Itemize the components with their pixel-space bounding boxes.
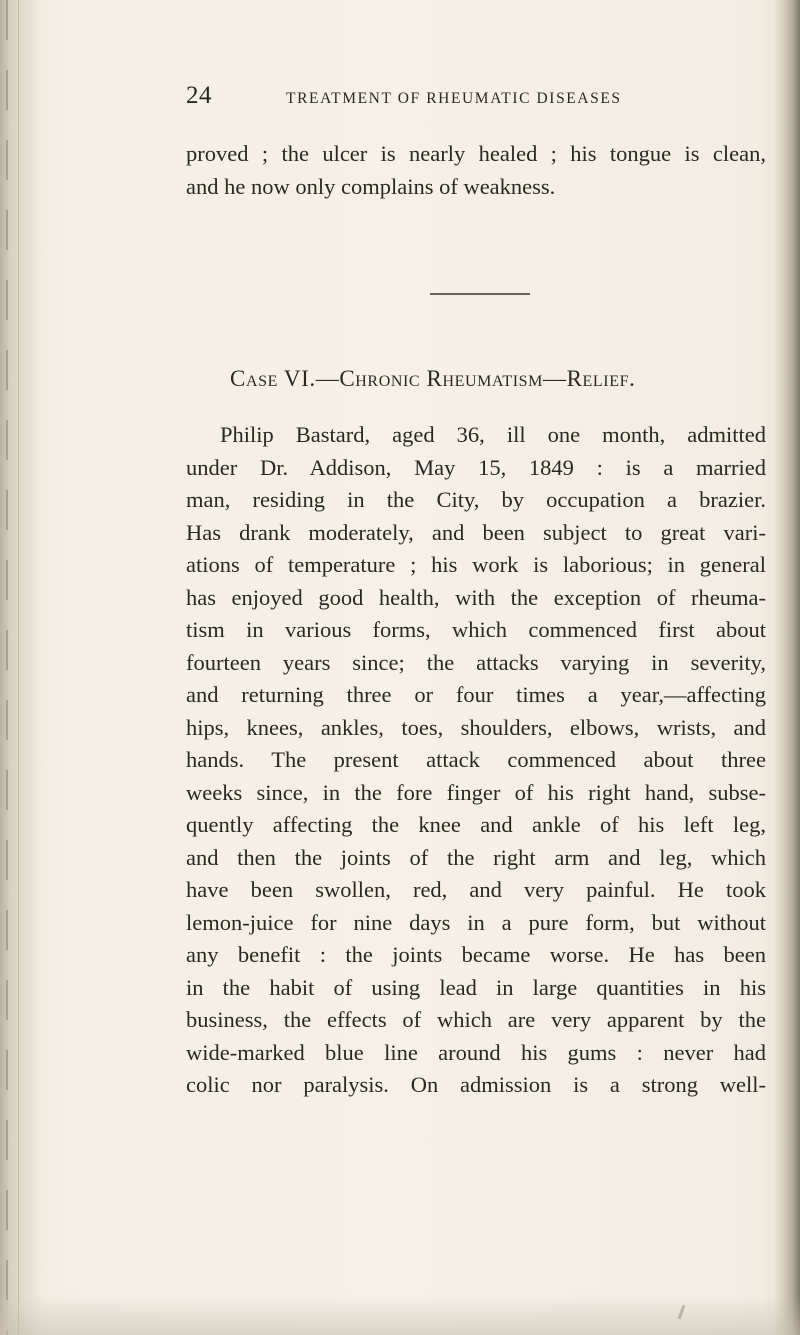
text-line: have been swollen, red, and very painful. He took (186, 877, 766, 902)
text-line: weeks since, in the fore finger of his right hand, subse- (186, 779, 766, 805)
text-line: under Dr. Addison, May 15, 1849 : is a married (186, 454, 766, 480)
case-heading-text: Case VI.—Chronic Rheumatism—Relief. (230, 366, 636, 391)
text-line: colic nor paralysis. On admission is a strong well- (186, 1072, 766, 1097)
section-divider (430, 293, 530, 295)
text-line: and he now only complains of weakness. (186, 173, 556, 199)
text-line: tism in various forms, which commenced first about (186, 617, 766, 642)
page-edge-shadow (774, 0, 800, 1335)
text-line: Philip Bastard, aged 36, ill one month, admitted (220, 422, 766, 447)
text-line: proved ; the ulcer is nearly healed ; his tongue is clean, (186, 141, 766, 166)
binding-shadow (0, 0, 42, 1335)
page-number: 24 (186, 82, 212, 109)
running-head: TREATMENT OF RHEUMATIC DISEASES (286, 90, 622, 107)
text-line: has enjoyed good health, with the exception of rheuma- (186, 584, 766, 610)
page-header (186, 82, 706, 118)
text-line: Has drank moderately, and been subject to great vari- (186, 519, 766, 545)
text-line: quently affecting the knee and ankle of his left leg, (186, 812, 766, 837)
text-line: in the habit of using lead in large quantities in his (186, 974, 766, 1000)
text-line: and then the joints of the right arm and leg, which (186, 844, 766, 870)
text-line: ations of temperature ; his work is laborious; in general (186, 552, 766, 577)
text-line: and returning three or four times a year,—affecting (186, 682, 766, 707)
case-paragraph (186, 419, 766, 1102)
case-heading (230, 366, 760, 392)
continuation-paragraph (186, 138, 766, 203)
text-line: hands. The present attack commenced about three (186, 747, 766, 772)
text-line: business, the effects of which are very apparent by the (186, 1007, 766, 1032)
text-line: hips, knees, ankles, toes, shoulders, elbows, wrists, and (186, 714, 766, 740)
text-line: wide-marked blue line around his gums : never had (186, 1039, 766, 1065)
text-line: any benefit : the joints became worse. He has been (186, 942, 766, 967)
text-line: fourteen years since; the attacks varying in severity, (186, 649, 766, 675)
text-line: man, residing in the City, by occupation a brazier. (186, 487, 766, 512)
text-line: lemon-juice for nine days in a pure form, but without (186, 909, 766, 935)
